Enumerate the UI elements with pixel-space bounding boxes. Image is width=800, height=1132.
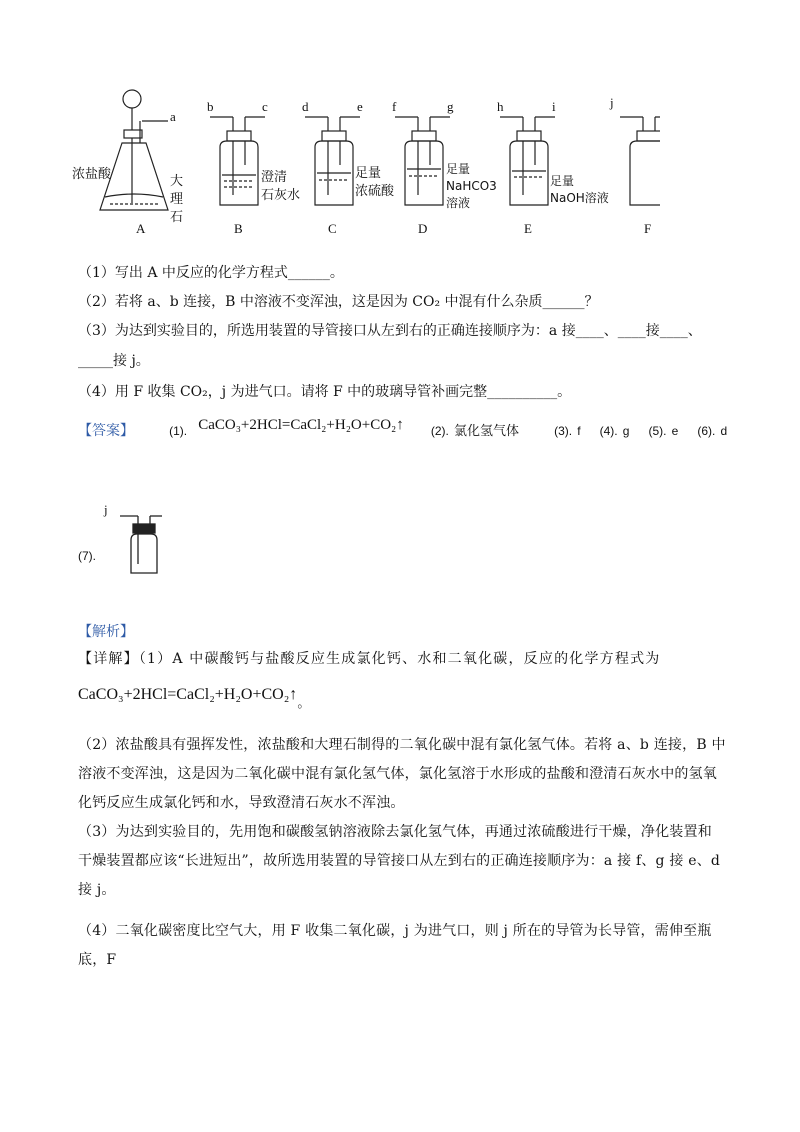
question-3: （3）为达到实验目的，所选用装置的导管接口从左到右的正确连接顺序为：a 接____、____接____、 <box>78 323 702 339</box>
port-b: b <box>207 99 214 114</box>
label-marble: 大 理 石 <box>170 174 184 225</box>
apparatus-A: A <box>136 221 146 236</box>
answer-2-text: 氯化氢气体 <box>453 424 519 439</box>
apparatus-C: C <box>328 221 337 236</box>
question-4: （4）用 F 收集 CO₂，j 为进气口。请将 F 中的玻璃导管补画完整__________。 <box>78 384 572 400</box>
apparatus-F: F <box>644 221 652 236</box>
port-d: d <box>302 99 309 114</box>
apparatus-B: B <box>234 221 243 236</box>
label-limewater: 澄清 石灰水 <box>261 170 301 203</box>
answer-3-num: (3). <box>554 424 573 438</box>
analysis-equation-line <box>78 684 311 711</box>
answer-1-num: (1). <box>169 424 188 438</box>
analysis-p3: （3）为达到实验目的，先用饱和碳酸氢钠溶液除去氯化氢气体，再通过浓硫酸进行干燥，净化装置和干燥装置都应该“长进短出”，故所选用装置的导管接口从左到右的正确连接顺序为：a 接 f、g 接 e、d 接 j。 <box>78 824 721 898</box>
answer-3-text: f <box>577 424 581 438</box>
funnel-bulb <box>123 90 141 108</box>
analysis-p2: （2）浓盐酸具有强挥发性，浓盐酸和大理石制得的二氧化碳中混有氯化氢气体。若将 a、b 连接，B 中溶液不变浑浊，这是因为二氧化碳中混有氯化氢气体，氯化氢溶于水形成的盐酸和澄清石灰水中的氢氧化钙反应生成氯化钙和水，导致澄清石灰水不浑浊。 <box>78 737 726 811</box>
analysis-tag: 【解析】 <box>78 624 134 640</box>
port-i: i <box>552 99 556 114</box>
answer-1-equation: CaCO₃+2HCl=CaCl₂+H₂O+CO₂↑ <box>198 417 404 433</box>
answer-tag: 【答案】 <box>78 423 134 439</box>
analysis-p1 <box>78 648 726 668</box>
question-3-cont: _____接 j。 <box>78 353 150 369</box>
analysis-p4: （4）二氧化碳密度比空气大，用 F 收集二氧化碳，j 为进气口，则 j 所在的导管为长导管，需伸至瓶底，F <box>78 923 712 968</box>
question-1: （1）写出 A 中反应的化学方程式______。 <box>78 265 344 281</box>
answer-6-num: (6). <box>697 424 716 438</box>
analysis-equation: CaCO₃+2HCl=CaCl₂+H₂O+CO₂↑ <box>78 686 298 703</box>
port-f: f <box>392 99 397 114</box>
analysis-p1-text: （1）A 中碳酸钙与盐酸反应生成氯化钙、水和二氧化碳，反应的化学方程式为 <box>138 651 661 667</box>
answer-7-num: (7). <box>78 549 96 563</box>
gas-bottle-drawing <box>100 500 170 580</box>
label-nahco3: 足量 NaHCO3 溶液 <box>446 162 497 210</box>
answer-4-text: g <box>622 424 630 438</box>
port-a: a <box>170 109 176 124</box>
label-conc-h2so4: 足量 浓硫酸 <box>355 166 395 199</box>
port-h: h <box>497 99 504 114</box>
apparatus-E: E <box>524 221 532 236</box>
label-naoh: 足量 NaOH溶液 <box>550 174 609 205</box>
label-conc-hcl: 浓盐酸 <box>72 167 112 182</box>
port-e: e <box>357 99 363 114</box>
answer-5-num: (5). <box>648 424 667 438</box>
answer-line <box>78 417 728 440</box>
port-c: c <box>262 99 268 114</box>
detail-tag: 【详解】 <box>78 651 139 667</box>
answer-7-port-j: j <box>104 502 108 517</box>
answer-5-text: e <box>671 424 679 438</box>
answer-4-num: (4). <box>599 424 618 438</box>
analysis-p1-end: 。 <box>297 696 311 711</box>
port-g: g <box>447 99 454 114</box>
question-2: （2）若将 a、b 连接，B 中溶液不变浑浊，这是因为 CO₂ 中混有什么杂质______？ <box>78 294 599 310</box>
apparatus-D: D <box>418 221 428 236</box>
apparatus-figure <box>60 85 660 240</box>
answer-2-num: (2). <box>430 424 449 438</box>
answer-7-figure <box>100 500 170 580</box>
port-j: j <box>610 95 614 110</box>
answer-6-text: d <box>720 424 728 438</box>
